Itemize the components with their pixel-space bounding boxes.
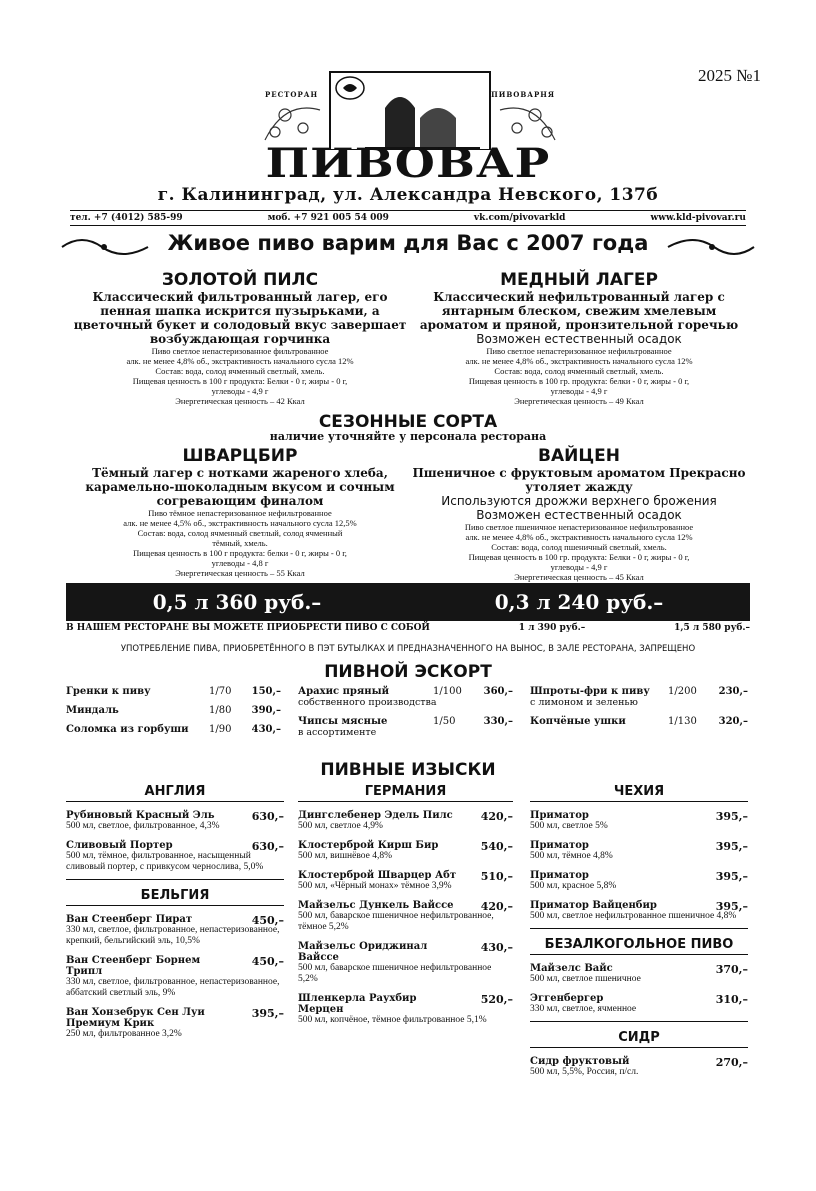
price-half-liter: 0,5 л 360 руб.–: [152, 590, 322, 614]
beer-info-line: алк. не менее 4,8% об., экстрактивность начального сусла 12%: [465, 532, 693, 542]
item-name: Эггенбергер: [530, 993, 604, 1004]
menu-item: [530, 963, 748, 985]
menu-item: [66, 955, 284, 999]
beer-description: Классический фильтрованный лагер, его пенная шапка искрится пузырьками, а цветочный букет и солодовый вкус завершает возбуждающая горчинка: [73, 290, 407, 346]
beer-description: Тёмный лагер с нотками жареного хлеба, карамельно-шоколадным вкусом и сочным согревающим финалом: [85, 466, 395, 508]
escort-column-1: [66, 686, 281, 735]
escort-column-3: [530, 686, 748, 727]
item-price: 420,–: [480, 810, 513, 823]
snack-name: Гренки к пиву: [66, 686, 151, 697]
item-name: Рубиновый Красный Эль: [66, 810, 215, 821]
item-name: Приматор: [530, 870, 589, 881]
beer-description: Классический нефильтрованный лагер с янтарным блеском, свежим хмелевым ароматом и пряной, пронзительной горечью: [419, 290, 739, 332]
snack-weight: 1/100: [433, 686, 462, 697]
item-name: Майзельс Дункель Вайссе: [298, 900, 454, 911]
menu-item: [530, 870, 748, 892]
contacts-bar: [70, 210, 746, 226]
item-description: 500 мл, копчёное, тёмное фильтрованное 5,1%: [298, 1015, 487, 1025]
item-price: 395,–: [715, 810, 748, 823]
item-name: Ван Хонзебрук Сен Луи Премиум Крик: [66, 1007, 205, 1029]
item-name: Приматор: [530, 840, 589, 851]
takeaway-1-5-liter-price: 1,5 л 580 руб.–: [674, 623, 750, 633]
section-czech: ЧЕХИЯ: [530, 784, 748, 802]
beer-info-line: Пищевая ценность в 100 г продукта: белки - 0 г, жиры - 0 г,: [133, 548, 347, 558]
menu-item: [530, 1056, 748, 1078]
beer-note: Возможен естественный осадок: [476, 508, 682, 522]
takeaway-row: [66, 623, 750, 633]
beer-info-line: алк. не менее 4,8% об., экстрактивность начального сусла 12%: [126, 356, 354, 366]
snack-item: [298, 686, 513, 708]
item-description: 500 мл, светлое пшеничное: [530, 974, 641, 984]
snack-weight: 1/70: [209, 686, 232, 697]
phone: тел. +7 (4012) 585-99: [70, 213, 183, 223]
column-czech-other: [530, 784, 748, 1078]
item-name: Шленкерла Раухбир Мерцен: [298, 993, 417, 1015]
item-name: Клостерброй Кирш Бир: [298, 840, 439, 851]
website-link[interactable]: www.kld-pivovar.ru: [650, 213, 746, 223]
beer-info-line: Энергетическая ценность – 42 Ккал: [175, 396, 305, 406]
flourish-right-icon: [666, 236, 756, 258]
beer-info-line: алк. не менее 4,5% об., экстрактивность начального сусла 12,5%: [123, 518, 357, 528]
beer-info-line: тёмный, хмель.: [212, 538, 268, 548]
snack-name: Арахис пряный: [298, 686, 390, 697]
item-description: 500 мл, светлое 5%: [530, 821, 608, 831]
beer-note: Используются дрожжи верхнего брожения: [441, 494, 717, 508]
beer-lager: [410, 270, 748, 406]
seasonal-title: СЕЗОННЫЕ СОРТА: [318, 412, 498, 432]
snack-price: 150,–: [251, 686, 281, 697]
escort-column-2: [298, 686, 513, 738]
item-price: 370,–: [715, 963, 748, 976]
seasonal-subtitle: наличие уточняйте у персонала ресторана: [269, 430, 547, 443]
item-description: 500 мл, «Чёрный монах» тёмное 3,9%: [298, 881, 452, 891]
slogan: Живое пиво варим для Вас с 2007 года: [167, 231, 649, 255]
beer-info-line: Состав: вода, солод ячменный светлый, хмель.: [494, 366, 664, 376]
item-description: 500 мл, красное 5,8%: [530, 881, 617, 891]
beer-info-line: Пиво светлое пшеничное непастеризованное нефильтрованное: [464, 522, 694, 532]
item-price: 310,–: [715, 993, 748, 1006]
snack-item: [298, 716, 513, 738]
snack-name: Чипсы мясные: [298, 716, 388, 727]
menu-item: [66, 840, 284, 873]
section-non-alcoholic: БЕЗАЛКОГОЛЬНОЕ ПИВО: [530, 937, 748, 955]
snack-item: [66, 705, 281, 716]
beer-info-line: Пиво светлое непастеризованное нефильтрованное: [486, 346, 672, 356]
snack-name: Миндаль: [66, 705, 119, 716]
snack-subtitle: с лимоном и зеленью: [530, 697, 638, 708]
beer-info-line: Энергетическая ценность – 55 Ккал: [175, 568, 305, 578]
mobile-phone: моб. +7 921 005 54 009: [267, 213, 389, 223]
flourish-left-icon: [60, 236, 150, 258]
snack-name: Шпроты-фри к пиву: [530, 686, 650, 697]
snack-item: [530, 716, 748, 727]
item-description: 500 мл, вишнёвое 4,8%: [298, 851, 392, 861]
beer-info-line: Состав: вода, солод ячменный светлый, солод ячменный: [137, 528, 343, 538]
menu-item: [298, 900, 513, 933]
item-description: 250 мл, фильтрованное 3,2%: [66, 1029, 182, 1039]
beer-info-line: Состав: вода, солод пшеничный светлый, хмель.: [491, 542, 667, 552]
item-price: 270,–: [715, 1056, 748, 1069]
snack-weight: 1/130: [668, 716, 697, 727]
beer-weizen: [410, 446, 748, 582]
snack-name: Копчёные ушки: [530, 716, 626, 727]
menu-item: [298, 941, 513, 985]
item-price: 510,–: [480, 870, 513, 883]
beer-info-line: Пищевая ценность в 100 гр. продукта: Белки - 0 г, жиры - 0 г,: [468, 552, 690, 562]
snack-item: [66, 724, 281, 735]
beer-name: ЗОЛОТОЙ ПИЛС: [161, 270, 319, 290]
menu-item: [66, 810, 284, 832]
beer-info-line: углеводы - 4,9 г: [550, 562, 608, 572]
item-description: 500 мл, 5,5%, Россия, п/сл.: [530, 1067, 639, 1077]
menu-item: [66, 1007, 284, 1040]
snack-weight: 1/200: [668, 686, 697, 697]
beer-info-line: Пиво светлое непастеризованное фильтрованное: [151, 346, 329, 356]
item-description: 500 мл, тёмное 4,8%: [530, 851, 613, 861]
escort-title: ПИВНОЙ ЭСКОРТ: [324, 662, 492, 682]
menu-item: [298, 810, 513, 832]
item-name: Майзелс Вайс: [530, 963, 613, 974]
item-name: Майзельс Ориджинал Вайссе: [298, 941, 428, 963]
delights-title: ПИВНЫЕ ИЗЫСКИ: [320, 760, 496, 780]
snack-subtitle: в ассортименте: [298, 727, 377, 738]
item-price: 540,–: [480, 840, 513, 853]
snack-price: 360,–: [483, 686, 513, 697]
beer-info-line: Пищевая ценность в 100 гр. продукта: белки - 0 г, жиры - 0 г,: [468, 376, 690, 386]
item-name: Приматор Вайценбир: [530, 900, 657, 911]
snack-price: 320,–: [718, 716, 748, 727]
menu-item: [530, 900, 748, 922]
takeaway-liter-price: 1 л 390 руб.–: [518, 623, 586, 633]
item-name: Ван Стеенберг Пират: [66, 914, 193, 925]
beer-name: ШВАРЦБИР: [182, 446, 298, 466]
item-name: Ван Стеенберг Борнем Трипл: [66, 955, 201, 977]
snack-name: Соломка из горбуши: [66, 724, 189, 735]
item-description: 500 мл, светлое 4,9%: [298, 821, 383, 831]
snack-item: [530, 686, 748, 708]
snack-price: 430,–: [251, 724, 281, 735]
item-price: 395,–: [715, 840, 748, 853]
logo-label-brewery: ПИВОВАРНЯ: [491, 90, 555, 99]
beer-pils: [70, 270, 410, 406]
item-name: Дингслебенер Эдель Пилс: [298, 810, 453, 821]
item-price: 395,–: [715, 870, 748, 883]
takeaway-text: В НАШЕМ РЕСТОРАНЕ ВЫ МОЖЕТЕ ПРИОБРЕСТИ ПИВО С СОБОЙ: [66, 623, 430, 633]
snack-price: 330,–: [483, 716, 513, 727]
snack-price: 230,–: [718, 686, 748, 697]
item-description: 500 мл, светлое, фильтрованное, 4,3%: [66, 821, 220, 831]
menu-item: [298, 870, 513, 892]
item-description: 330 мл, светлое, ячменное: [530, 1004, 637, 1014]
item-name: Приматор: [530, 810, 589, 821]
menu-item: [298, 993, 513, 1026]
section-cider: СИДР: [530, 1030, 748, 1048]
brand-name: ПИВОВАР: [265, 140, 551, 187]
beer-info-line: Пищевая ценность в 100 г продукта: Белки - 0 г, жиры - 0 г,: [132, 376, 348, 386]
item-price: 420,–: [480, 900, 513, 913]
beer-name: МЕДНЫЙ ЛАГЕР: [500, 270, 658, 290]
beer-note: Возможен естественный осадок: [476, 332, 682, 346]
beer-info-line: Состав: вода, солод ячменный светлый, хмель.: [155, 366, 325, 376]
item-description: 500 мл, баварское пшеничное нефильтрованное 5,2%: [298, 963, 492, 984]
section-germany: ГЕРМАНИЯ: [298, 784, 513, 802]
brewery-emblem-icon: [255, 70, 565, 150]
snack-subtitle: собственного производства: [298, 697, 437, 708]
takeaway-warning: УПОТРЕБЛЕНИЕ ПИВА, ПРИОБРЕТЁННОГО В ПЭТ БУТЫЛКАХ И ПРЕДНАЗНАЧЕННОГО НА ВЫНОС, В ЗАЛЕ РЕСТОРАНА, ЗАПРЕЩЕНО: [120, 644, 696, 654]
beer-info-line: углеводы - 4,9 г: [550, 386, 608, 396]
price-third-liter: 0,3 л 240 руб.–: [494, 590, 664, 614]
item-description: 500 мл, тёмное, фильтрованное, насыщенный сливовый портер, с привкусом чернослива, 5,0%: [66, 851, 264, 872]
column-england-belgium: [66, 784, 284, 1040]
item-name: Клостерброй Шварцер Абт: [298, 870, 457, 881]
item-price: 430,–: [480, 941, 513, 954]
beer-info-line: Энергетическая ценность – 45 Ккал: [514, 572, 644, 582]
item-price: 450,–: [251, 914, 284, 927]
item-description: 500 мл, светлое нефильтрованное пшеничное 4,8%: [530, 911, 737, 921]
beer-description: Пшеничное с фруктовым ароматом Прекрасно утоляет жажду: [412, 466, 746, 494]
item-description: 330 мл, светлое, фильтрованное, непастеризованное, аббатский светлый эль, 9%: [66, 977, 280, 998]
beer-info-line: Пиво тёмное непастеризованное нефильтрованное: [148, 508, 332, 518]
item-name: Сливовый Портер: [66, 840, 173, 851]
beer-info-line: алк. не менее 4,8% об., экстрактивность начального сусла 12%: [465, 356, 693, 366]
menu-item: [66, 914, 284, 947]
item-name: Сидр фруктовый: [530, 1056, 630, 1067]
snack-price: 390,–: [251, 705, 281, 716]
column-germany: [298, 784, 513, 1026]
item-description: 500 мл, баварское пшеничное нефильтрованное, тёмное 5,2%: [298, 911, 494, 932]
menu-item: [530, 993, 748, 1015]
beer-info-line: углеводы - 4,8 г: [211, 558, 269, 568]
snack-weight: 1/90: [209, 724, 232, 735]
item-price: 630,–: [251, 840, 284, 853]
item-price: 630,–: [251, 810, 284, 823]
address: г. Калининград, ул. Александра Невского, 137б: [157, 185, 659, 205]
item-price: 450,–: [251, 955, 284, 968]
beer-info-line: углеводы - 4,9 г: [211, 386, 269, 396]
snack-weight: 1/50: [433, 716, 456, 727]
section-belgium: БЕЛЬГИЯ: [66, 888, 284, 906]
price-banner: [66, 583, 750, 621]
vk-link[interactable]: vk.com/pivovarkld: [473, 213, 566, 223]
menu-item: [530, 810, 748, 832]
beer-schwarzbier: [70, 446, 410, 578]
item-price: 395,–: [251, 1007, 284, 1020]
snack-item: [66, 686, 281, 697]
logo-label-restaurant: РЕСТОРАН: [265, 90, 319, 99]
item-price: 395,–: [715, 900, 748, 913]
issue-number: 2025 №1: [698, 66, 761, 85]
beer-info-line: Энергетическая ценность – 49 Ккал: [514, 396, 644, 406]
menu-item: [530, 840, 748, 862]
snack-weight: 1/80: [209, 705, 232, 716]
section-england: АНГЛИЯ: [66, 784, 284, 802]
item-description: 330 мл, светлое, фильтрованное, непастеризованное, крепкий, бельгийский эль, 10,5%: [66, 925, 280, 946]
menu-item: [298, 840, 513, 862]
item-price: 520,–: [480, 993, 513, 1006]
beer-name: ВАЙЦЕН: [538, 446, 620, 466]
